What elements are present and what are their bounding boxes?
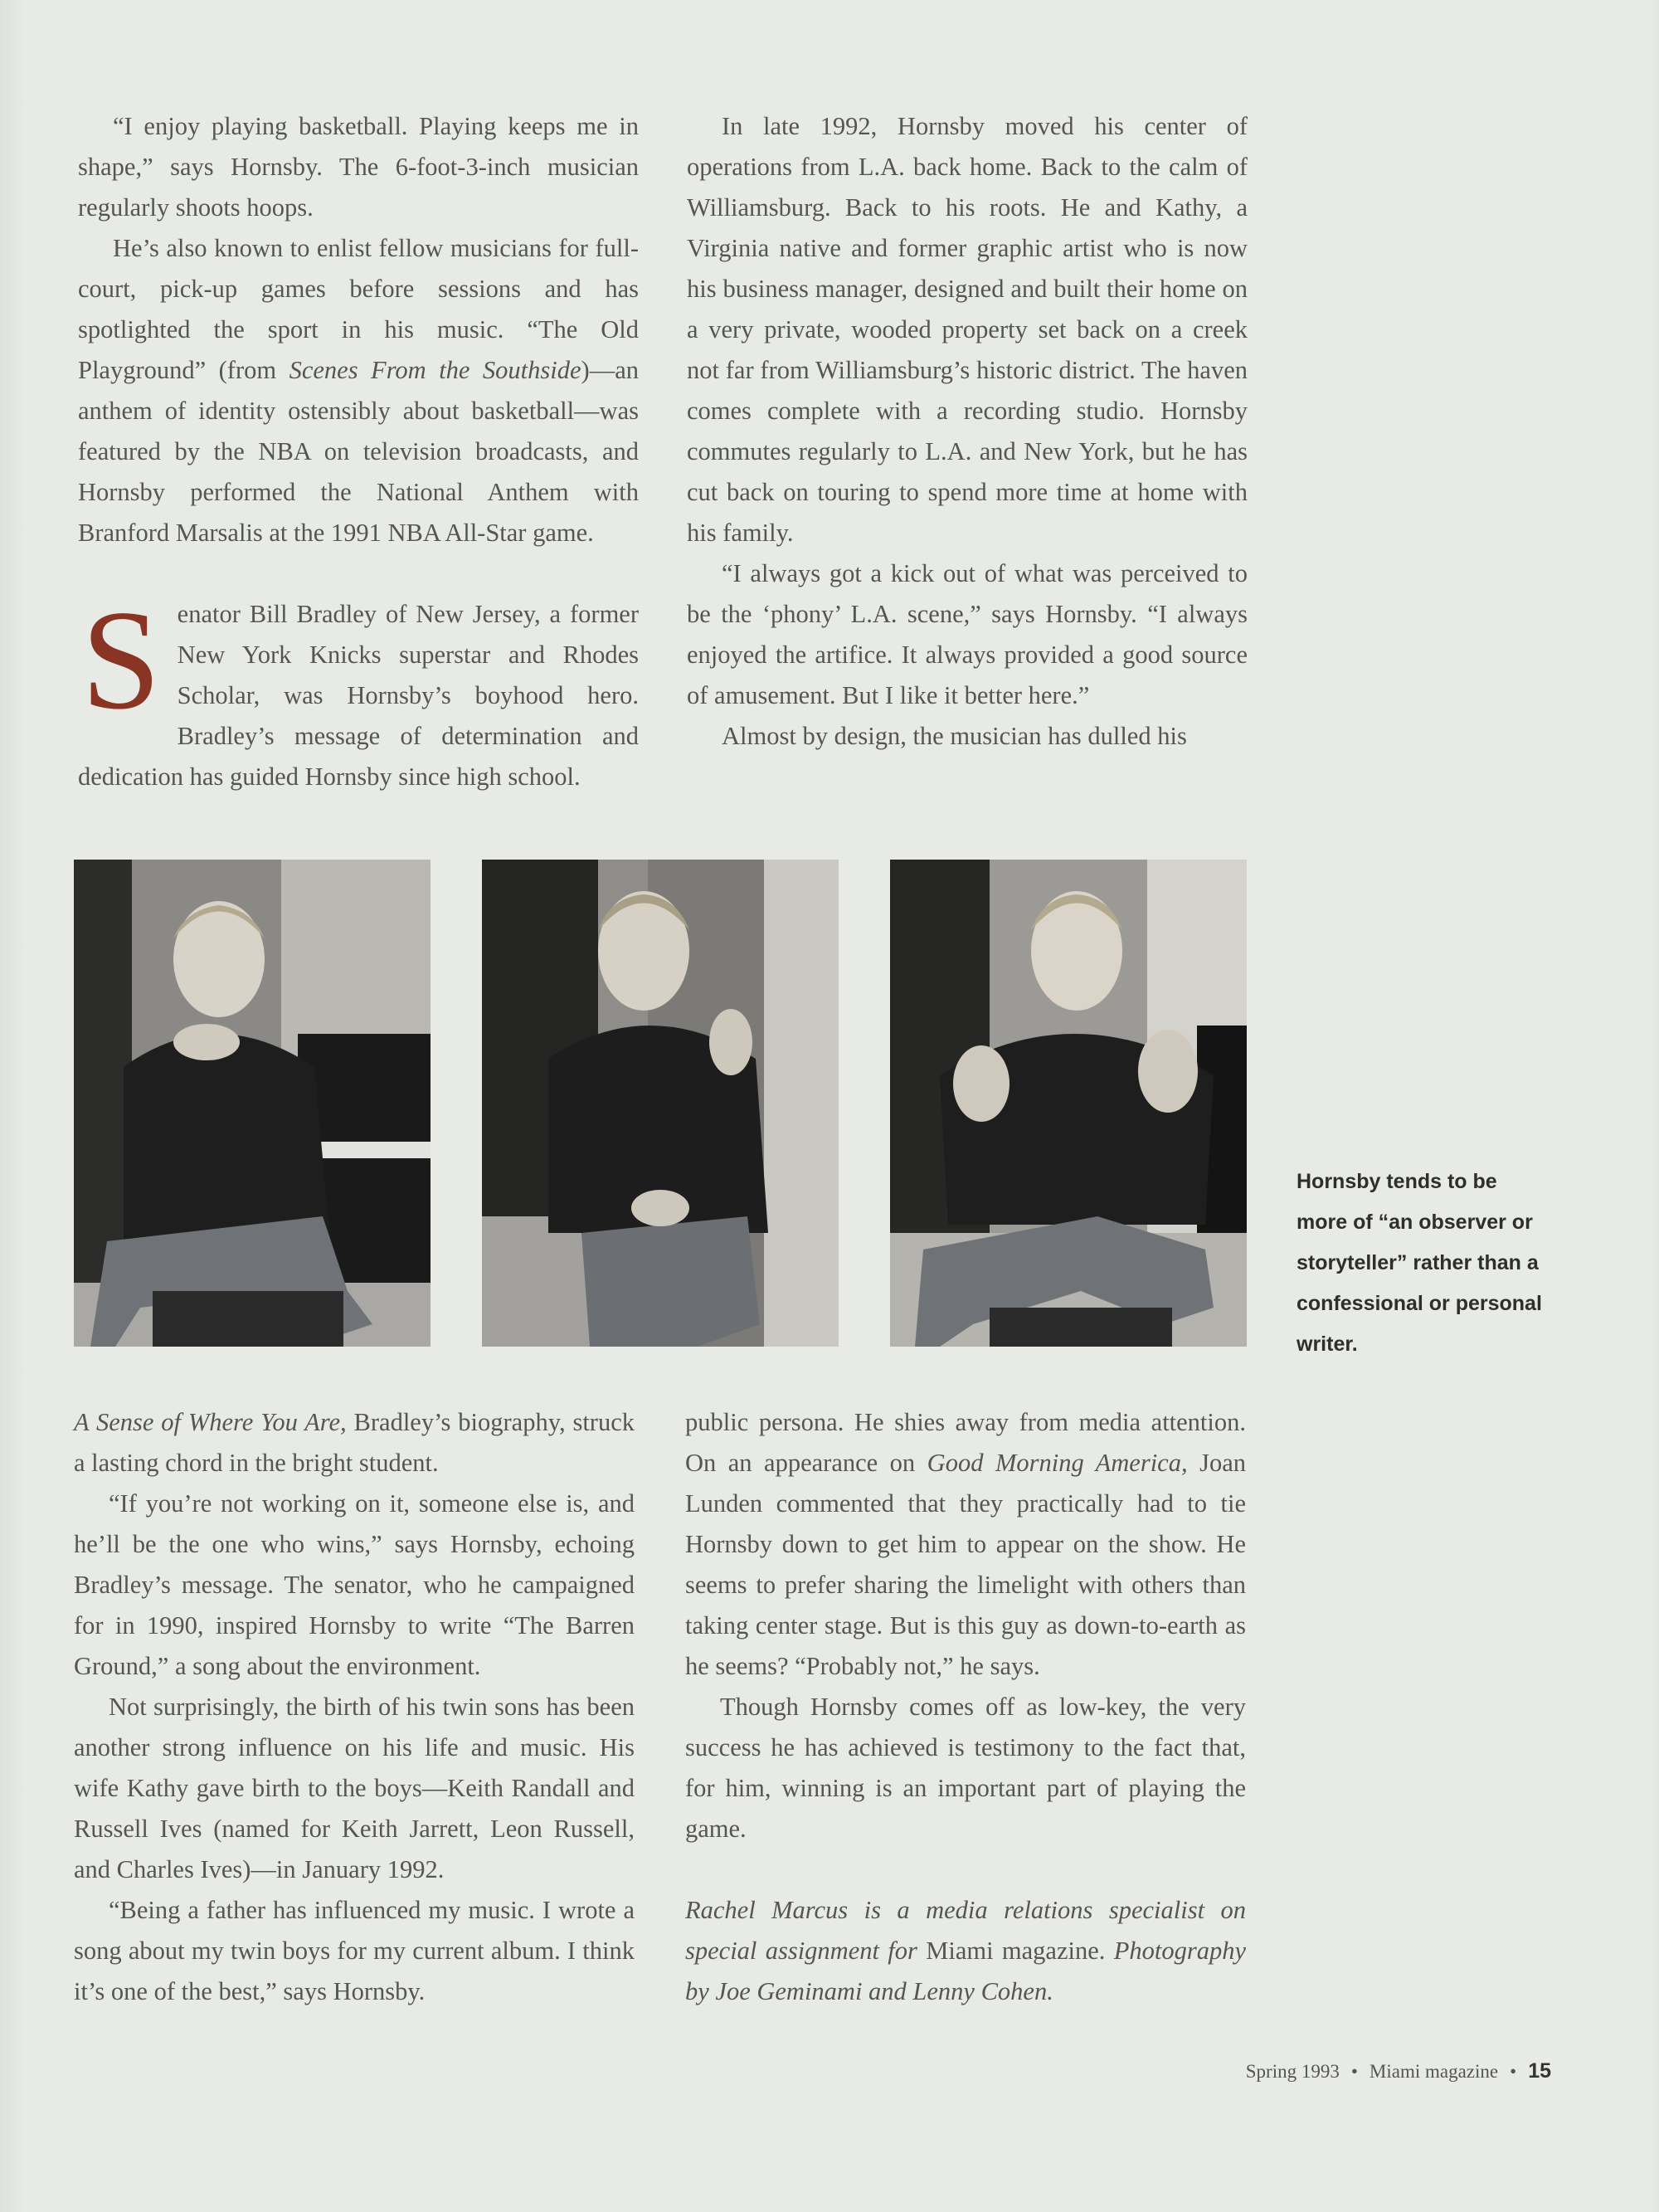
paragraph: “I always got a kick out of what was perceived to be the ‘phony’ L.A. scene,” says Hornsby. “I always enjoyed the artifice. It always provided a good source of amusement. But I like it better here.” [687,559,1248,709]
page-footer [1246,2059,1551,2083]
paragraph [78,228,639,553]
footer-season: Spring 1993 [1245,2061,1340,2082]
paragraph: Almost by design, the musician has dulled his [722,722,1187,750]
paragraph [74,1402,635,1484]
paragraph [685,1402,1246,1687]
paragraph-dropcap [78,582,639,797]
column-2-top [687,106,1248,757]
text-run: Bradley’s biography, struck a lasting chord in the bright student. [74,1408,635,1477]
text-run: enator Bill Bradley of New Jersey, a former New York Knicks superstar and Rhodes Scholar, was Hornsby’s boyhood hero. Bradley’s message of determination and dedication has guided Hornsby since high school. [78,600,639,791]
photo-caption: Hornsby tends to be more of “an observer or storyteller” rather than a confessional or personal writer. [1297,1170,1542,1356]
paragraph: “Being a father has influenced my music. I wrote a song about my twin boys for my current album. I think it’s one of the best,” says Hornsby. [74,1896,635,2005]
column-1-top [78,106,639,797]
column-1-bottom [74,1402,635,2012]
paragraph: “If you’re not working on it, someone else is, and he’ll be the one who wins,” says Hornsby, echoing Bradley’s message. The senator, who he campaigned for in 1990, inspired Hornsby to write “The Barren Ground,” a song about the environment. [74,1489,635,1680]
photo-strip [74,860,1248,1347]
album-title: Scenes From the Southside [289,356,581,384]
paragraph: Though Hornsby comes off as low-key, the very success he has achieved is testimony to the fact that, for him, winning is an important part of playing the game. [685,1693,1246,1843]
photo-3 [890,860,1247,1347]
text-run: public persona. He shies away from media attention. On an appearance on [685,1408,1246,1477]
photo-credit: Photography by Joe Geminami and Lenny Cohen. [685,1937,1246,2005]
text-run: Rachel Marcus is a media relations specialist on special assignment for [685,1896,1246,1965]
column-2-bottom [685,1402,1246,2012]
magazine-name: Miami [926,1937,994,1965]
footer-magazine: Miami magazine [1369,2061,1499,2082]
photo-1-image [74,860,431,1347]
photo-2-image [482,860,839,1347]
page-number: 15 [1528,2059,1551,2083]
paragraph: In late 1992, Hornsby moved his center of operations from L.A. back home. Back to the calm of Williamsburg. Back to his roots. He and Kathy, a Virginia native and former graphic artist who is now his business manager, designed and built their home on a very private, wooded property set back on a creek not far from Williamsburg’s historic district. The haven comes complete with a recording studio. Hornsby commutes regularly to L.A. and New York, but he has cut back on touring to spend more time at home with his family. [687,112,1248,547]
paragraph: Not surprisingly, the birth of his twin sons has been another strong influence on his life and music. His wife Kathy gave birth to the boys—Keith Randall and Russell Ives (named for Keith Jarrett, Leon Russell, and Charles Ives)—in January 1992. [74,1693,635,1883]
show-title: Good Morning America, [927,1449,1188,1477]
text-run: He’s also known to enlist fellow musicians for full-court, pick-up games before sessions and has spotlighted the sport in his music. “The Old Playground” (from [78,234,639,384]
photo-2 [482,860,839,1347]
text-run: Joan Lunden commented that they practically had to tie Hornsby down to get him to appear on the show. He seems to prefer sharing the limelight with others than taking center stage. But is this guy as down-to-earth as he seems? “Probably not,” he says. [685,1449,1246,1680]
photo-1 [74,860,431,1347]
text-run: magazine. [993,1937,1114,1965]
drop-cap: S [81,582,161,739]
footer-separator: • [1350,2061,1358,2082]
photo-3-image [890,860,1247,1347]
text-run: )—an anthem of identity ostensibly about basketball—was featured by the NBA on television broadcasts, and Hornsby performed the National Anthem with Branford Marsalis at the 1991 NBA All-Star game. [78,356,639,547]
paragraph: “I enjoy playing basketball. Playing keeps me in shape,” says Hornsby. The 6-foot-3-inch musician regularly shoots hoops. [78,112,639,222]
author-credit [685,1890,1246,2012]
footer-separator: • [1510,2061,1517,2082]
book-title: A Sense of Where You Are, [74,1408,347,1436]
